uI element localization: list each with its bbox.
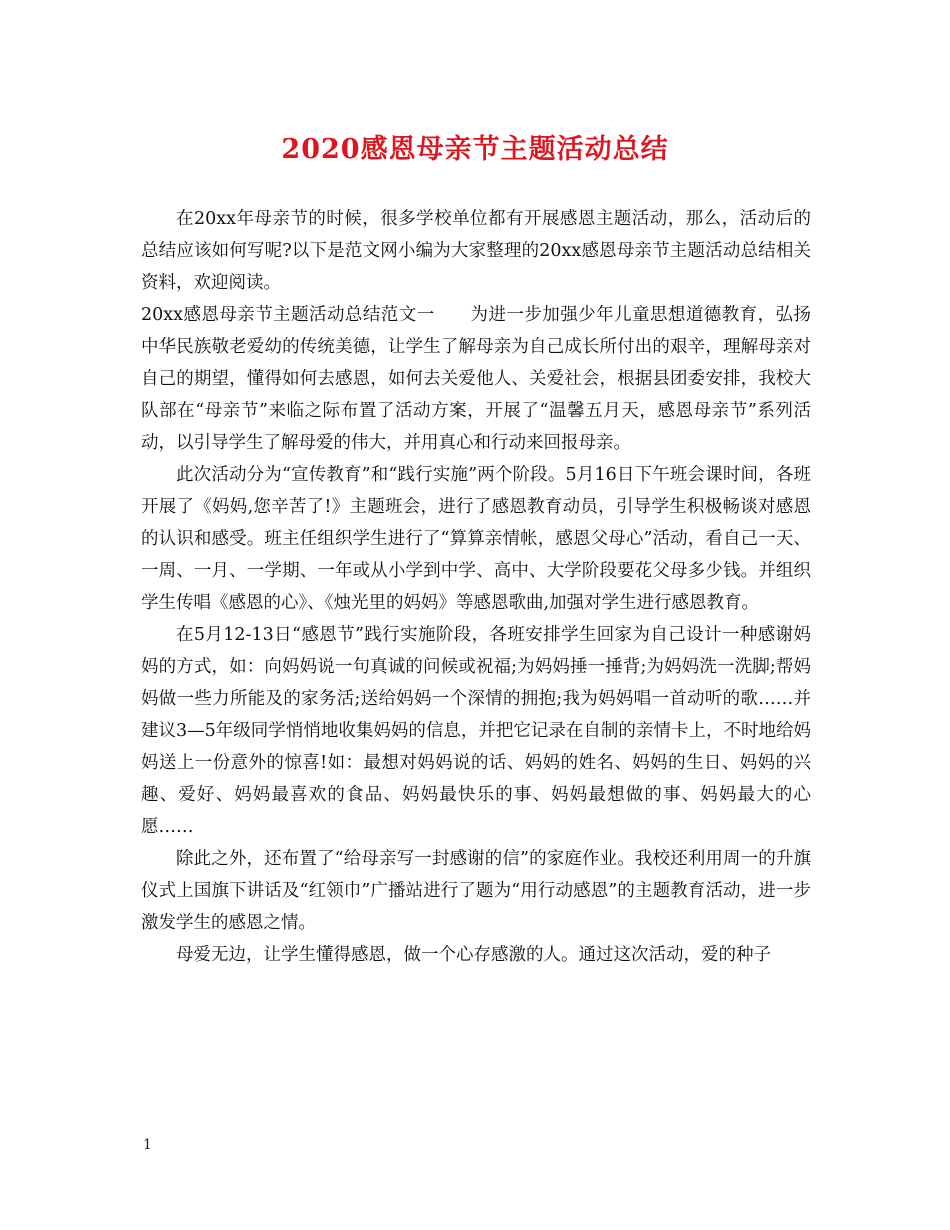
paragraph-closing: 母爱无边，让学生懂得感恩，做一个心存感激的人。通过这次活动，爱的种子 bbox=[176, 945, 771, 965]
document-title: 2020感恩母亲节主题活动总结 bbox=[281, 134, 669, 165]
paragraph-intro: 在20xx年母亲节的时候，很多学校单位都有开展感恩主题活动，那么，活动后的总结应该如何写呢?以下是范文网小编为大家整理的20xx感恩母亲节主题活动总结相关资料，欢迎阅读。 bbox=[141, 209, 811, 293]
page-number: 1 bbox=[143, 1137, 152, 1153]
paragraph-stages: 此次活动分为“宣传教育”和“践行实施”两个阶段。5月16日下午班会课时间，各班开展了《妈妈,您辛苦了!》主题班会，进行了感恩教育动员，引导学生积极畅谈对感恩的认识和感受。班主任组织学生进行了“算算亲情帐，感恩父母心”活动，看自己一天、一周、一月、一学期、一年或从小学到中学、高中、大学阶段要花父母多少钱。并组织学生传唱《感恩的心》、《烛光里的妈妈》等感恩歌曲,加强对学生进行感恩教育。 bbox=[141, 465, 811, 613]
paragraph-practice: 在5月12-13日“感恩节”践行实施阶段，各班安排学生回家为自己设计一种感谢妈妈的方式，如：向妈妈说一句真诚的问候或祝福;为妈妈捶一捶背;为妈妈洗一洗脚;帮妈妈做一些力所能及的家务活;送给妈妈一个深情的拥抱;我为妈妈唱一首动听的歌……并建议3—5年级同学悄悄地收集妈妈的信息，并把它记录在自制的亲情卡上，不时地给妈妈送上一份意外的惊喜!如：最想对妈妈说的话、妈妈的姓名、妈妈的生日、妈妈的兴趣、爱好、妈妈最喜欢的食品、妈妈最快乐的事、妈妈最想做的事、妈妈最大的心愿…… bbox=[141, 625, 811, 837]
document-body bbox=[141, 203, 811, 971]
paragraph-extra: 除此之外，还布置了“给母亲写一封感谢的信”的家庭作业。我校还利用周一的升旗仪式上国旗下讲话及“红领巾”广播站进行了题为“用行动感恩”的主题教育活动，进一步激发学生的感恩之情。 bbox=[141, 849, 811, 933]
paragraph-sample-heading: 20xx感恩母亲节主题活动总结范文一 为进一步加强少年儿童思想道德教育，弘扬中华民族敬老爱幼的传统美德，让学生了解母亲为自己成长所付出的艰辛，理解母亲对自己的期望，懂得如何去感恩，如何去关爱他人、关爱社会，根据县团委安排，我校大队部在“母亲节”来临之际布置了活动方案，开展了“温馨五月天，感恩母亲节”系列活动，以引导学生了解母爱的伟大，并用真心和行动来回报母亲。 bbox=[141, 305, 811, 453]
